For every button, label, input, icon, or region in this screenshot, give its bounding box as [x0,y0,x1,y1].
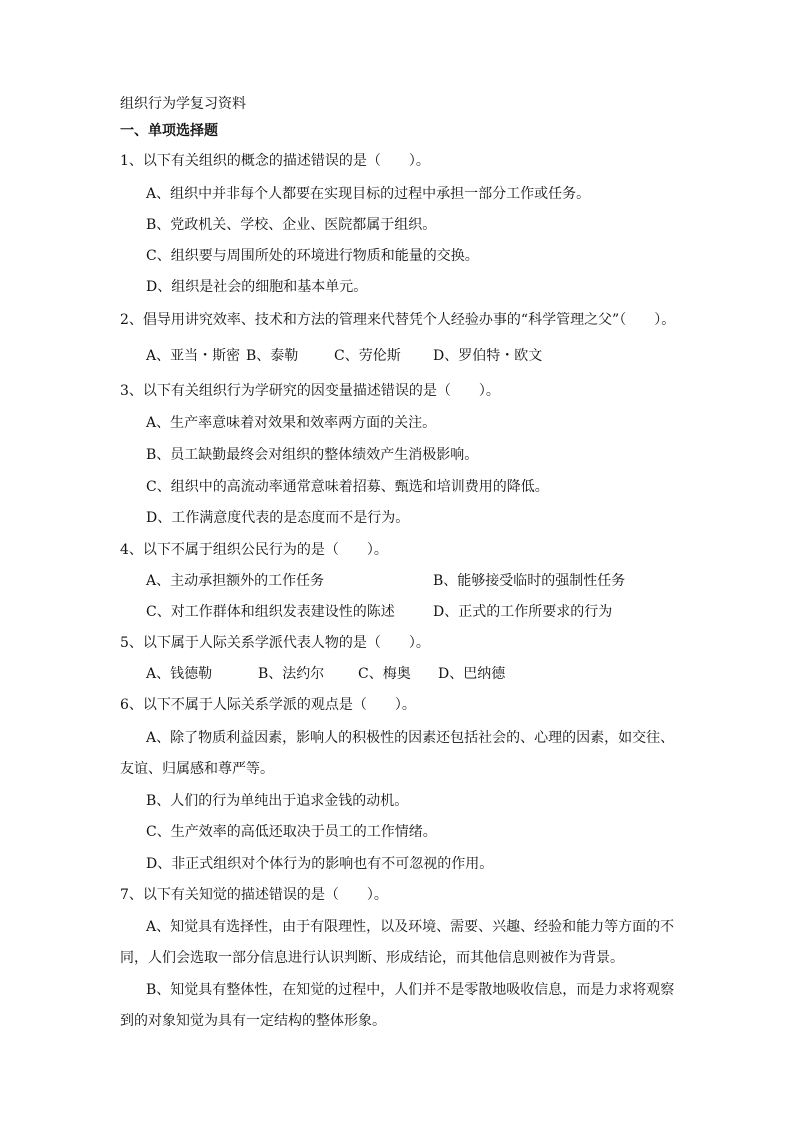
question-5-options [146,665,706,683]
question-3-option-c: C、组织中的高流动率通常意味着招募、甄选和培训费用的降低。 [146,479,549,495]
question-3-option-b: B、员工缺勤最终会对组织的整体绩效产生消极影响。 [146,447,479,463]
question-7-option-a-line-1: A、知觉具有选择性，由于有限理性，以及环境、需要、兴趣、经验和能力等方面的不 [146,919,675,935]
section-heading: 一、单项选择题 [120,123,218,139]
question-2-stem: 2、倡导用讲究效率、技术和方法的管理来代替凭个人经验办事的“科学管理之父”（ ）。 [120,312,676,328]
question-4-option-d: D、正式的工作所要求的行为 [433,604,613,620]
question-7-option-b-line-2: 到的对象知觉为具有一定结构的整体形象。 [120,1013,386,1029]
question-4-options-row-2 [146,603,706,621]
question-6-option-a-line-2: 友谊、归属感和尊严等。 [120,761,274,777]
question-7-stem: 7、以下有关知觉的描述错误的是（ ）。 [120,887,388,903]
question-7-option-b-line-1: B、知觉具有整体性，在知觉的过程中，人们并不是零散地吸收信息，而是力求将观察 [146,982,675,998]
question-1-option-c: C、组织要与周围所处的环境进行物质和能量的交换。 [146,248,479,264]
question-3-stem: 3、以下有关组织行为学研究的因变量描述错误的是（ ）。 [120,383,500,399]
question-2-option-c: C、劳伦斯 [334,348,401,364]
question-7-option-a-line-2: 同，人们会选取一部分信息进行认识判断、形成结论，而其他信息则被作为背景。 [120,950,624,966]
question-5-option-b: B、法约尔 [258,666,325,682]
question-6-option-c: C、生产效率的高低还取决于员工的工作情绪。 [146,824,437,840]
question-5-option-a: A、钱德勒 [146,666,213,682]
question-2-option-a: A、亚当・斯密 [146,348,241,364]
question-1-option-b: B、党政机关、学校、企业、医院都属于组织。 [146,217,437,233]
question-6-option-d: D、非正式组织对个体行为的影响也有不可忽视的作用。 [146,856,494,872]
question-3-option-d: D、工作满意度代表的是态度而不是行为。 [146,510,410,526]
question-4-option-a: A、主动承担额外的工作任务 [146,573,325,589]
question-6-option-b: B、人们的行为单纯出于追求金钱的动机。 [146,793,409,809]
document-title: 组织行为学复习资料 [120,96,246,112]
question-2-option-b: B、泰勒 [246,348,299,364]
question-4-stem: 4、以下不属于组织公民行为的是（ ）。 [120,542,388,558]
question-1-stem: 1、以下有关组织的概念的描述错误的是（ ）。 [120,153,430,169]
question-5-option-d: D、巴纳德 [438,666,506,682]
question-6-stem: 6、以下不属于人际关系学派的观点是（ ）。 [120,697,416,713]
question-4-options-row-1 [146,572,706,590]
question-5-stem: 5、以下属于人际关系学派代表人物的是（ ）。 [120,635,430,651]
question-1-option-d: D、组织是社会的细胞和基本单元。 [146,279,368,295]
question-1-option-a: A、组织中并非每个人都要在实现目标的过程中承担一部分工作或任务。 [146,186,591,202]
question-2-option-d: D、罗伯特・欧文 [433,348,543,364]
question-6-option-a-line-1: A、除了物质利益因素，影响人的积极性的因素还包括社会的、心理的因素，如交往、 [146,730,675,746]
question-3-option-a: A、生产率意味着对效果和效率两方面的关注。 [146,415,437,431]
question-4-option-c: C、对工作群体和组织发表建设性的陈述 [146,604,395,620]
question-4-option-b: B、能够接受临时的强制性任务 [433,573,626,589]
question-2-options [146,347,706,365]
question-5-option-c: C、梅奥 [358,666,411,682]
